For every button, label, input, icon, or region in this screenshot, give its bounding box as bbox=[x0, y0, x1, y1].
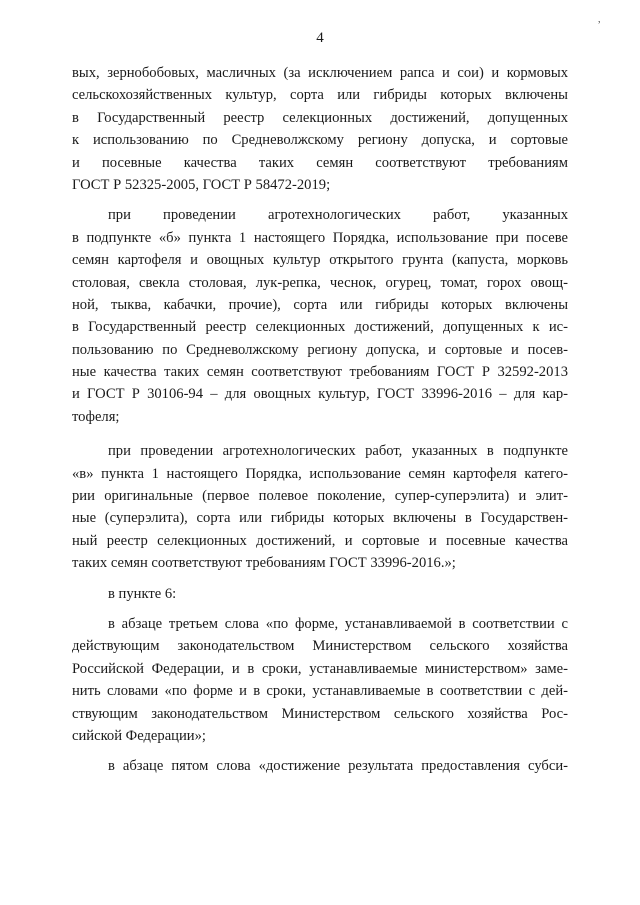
paragraph-1 bbox=[72, 62, 568, 196]
paragraph-2 bbox=[72, 204, 568, 428]
paragraph-6 bbox=[72, 755, 568, 777]
text-line: ствующим законодательством Министерством сельского хозяйства Рос- bbox=[72, 705, 568, 722]
text-line: семян картофеля и овощных культур открытого грунта (капуста, морковь bbox=[72, 252, 568, 269]
text-line: ные (суперэлита), сорта или гибриды которых включены в Государствен- bbox=[72, 510, 568, 527]
text-line: тофеля; bbox=[72, 408, 120, 425]
corner-mark: , bbox=[598, 14, 601, 25]
page-number: 4 bbox=[316, 30, 324, 46]
text-line: в пункте 6: bbox=[108, 585, 177, 602]
paragraph-5 bbox=[72, 613, 568, 747]
text-line: пользованию по Средневолжскому региону допуска, и сортовые и посев- bbox=[72, 341, 568, 358]
paragraph-4 bbox=[72, 583, 568, 605]
text-line: ной, тыква, кабачки, прочие), сорта или гибриды которых включены bbox=[72, 296, 568, 313]
text-line: таких семян соответствуют требованиям ГОСТ 33996-2016.»; bbox=[72, 555, 456, 572]
text-line: и ГОСТ Р 30106-94 – для овощных культур, ГОСТ 33996-2016 – для кар- bbox=[72, 386, 568, 403]
text-line: в подпункте «б» пункта 1 настоящего Порядка, использование при посеве bbox=[72, 229, 568, 246]
text-line: ные качества таких семян соответствуют требованиям ГОСТ Р 32592-2013 bbox=[72, 364, 568, 381]
text-line: рии оригинальные (первое полевое поколение, супер-суперэлита) и элит- bbox=[72, 488, 568, 505]
text-line: при проведении агротехнологических работ, указанных bbox=[108, 207, 568, 224]
text-line: при проведении агротехнологических работ, указанных в подпункте bbox=[108, 443, 568, 460]
document-body bbox=[72, 62, 568, 778]
text-line: в Государственный реестр селекционных достижений, допущенных bbox=[72, 109, 568, 126]
text-line: Российской Федерации, и в сроки, устанавливаемые министерством» заме- bbox=[72, 660, 568, 677]
text-line: «в» пункта 1 настоящего Порядка, использование семян картофеля катего- bbox=[72, 465, 568, 482]
text-line: нить словами «по форме и в сроки, устанавливаемые в соответствии с дей- bbox=[72, 683, 568, 700]
text-line: и посевные качества таких семян соответствуют требованиям bbox=[72, 154, 568, 171]
text-line: в Государственный реестр селекционных достижений, допущенных к ис- bbox=[72, 319, 568, 336]
text-line: в абзаце третьем слова «по форме, устанавливаемой в соответствии с bbox=[108, 615, 568, 632]
text-line: действующим законодательством Министерством сельского хозяйства bbox=[72, 638, 568, 655]
text-line: вых, зернобобовых, масличных (за исключением рапса и сои) и кормовых bbox=[72, 65, 568, 81]
text-line: сийской Федерации»; bbox=[72, 727, 206, 744]
text-line: столовая, свекла столовая, лук-репка, чеснок, огурец, томат, горох овощ- bbox=[72, 274, 568, 291]
text-line: в абзаце пятом слова «достижение результата предоставления субси- bbox=[108, 758, 568, 775]
text-line: сельскохозяйственных культур, сорта или гибриды которых включены bbox=[72, 87, 568, 104]
text-line: ГОСТ Р 52325-2005, ГОСТ Р 58472-2019; bbox=[72, 176, 331, 193]
text-line: к использованию по Средневолжскому региону допуска, и сортовые bbox=[72, 132, 568, 149]
paragraph-3 bbox=[72, 440, 568, 574]
text-line: ный реестр селекционных достижений, и сортовые и посевные качества bbox=[72, 532, 568, 549]
